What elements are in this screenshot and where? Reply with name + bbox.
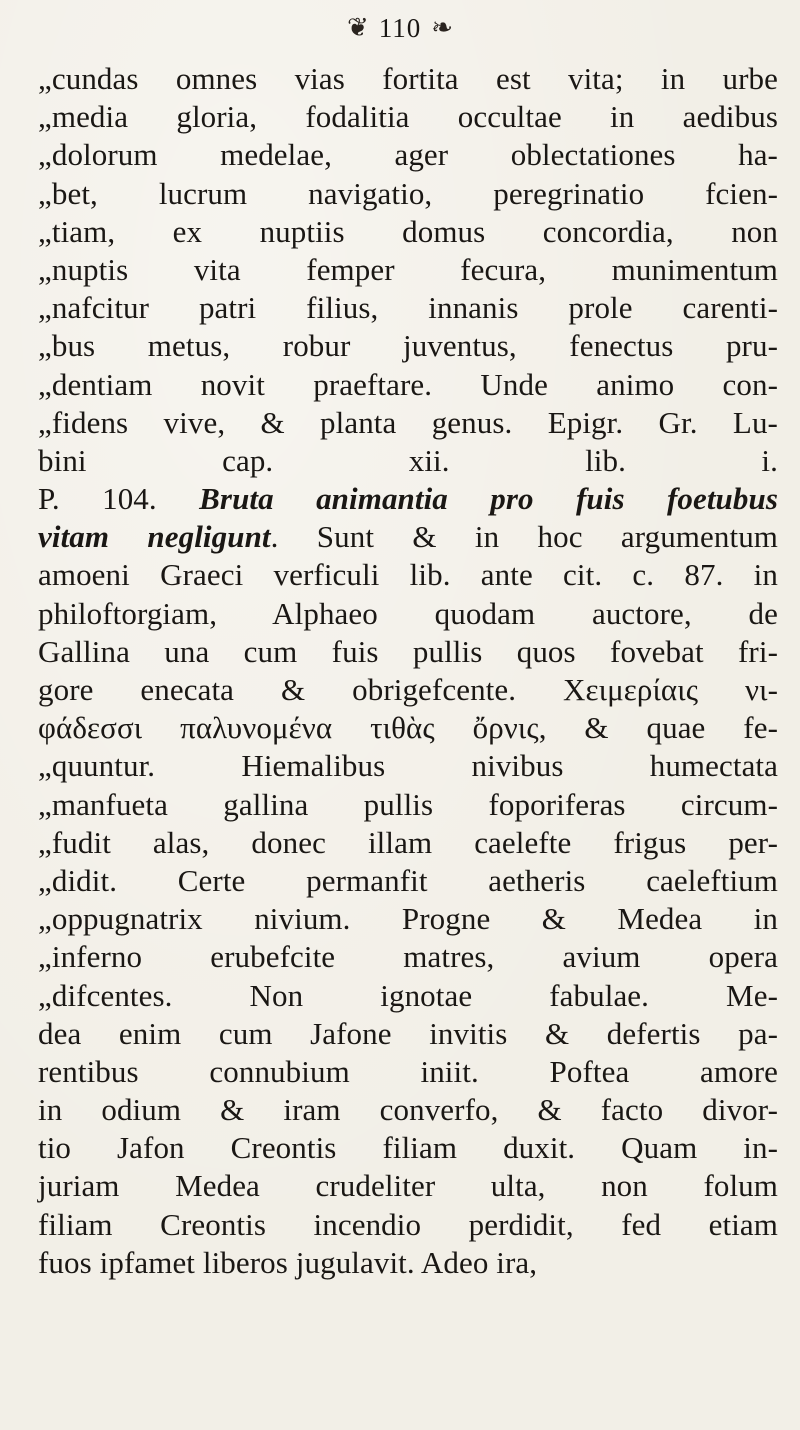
text-segment: filiam Creontis incendio perdidit, fed etiam xyxy=(38,1206,778,1242)
text-segment: dea enim cum Jafone invitis & defertis pa- xyxy=(38,1015,778,1051)
text-line xyxy=(38,366,778,404)
text-line xyxy=(38,1053,778,1091)
text-line xyxy=(38,404,778,442)
text-segment: φάδεσσι παλυνομένα τιθὰς ὄρνις, & quae fe- xyxy=(38,710,778,746)
text-segment: rentibus connubium iniit. Poftea amore xyxy=(38,1053,778,1089)
text-line xyxy=(38,747,778,785)
text-segment: gore enecata & obrigefcente. Χειμερίαις νι- xyxy=(38,672,778,707)
left-ornament-icon: ❦ xyxy=(346,13,369,43)
text-segment: „fidens vive, & planta genus. Epigr. Gr. Lu- xyxy=(38,404,778,440)
text-segment: „dolorum medelae, ager oblectationes ha- xyxy=(38,137,778,173)
text-line xyxy=(38,1091,778,1129)
text-segment: „bet, lucrum navigatio, peregrinatio fcien- xyxy=(38,175,778,211)
text-segment: Gallina una cum fuis pullis quos fovebat fri- xyxy=(38,633,778,669)
text-segment: bini cap. xii. lib. i. xyxy=(38,442,778,478)
text-line xyxy=(38,1129,778,1167)
body-text xyxy=(38,60,778,1282)
text-line xyxy=(38,595,778,633)
text-line xyxy=(38,1244,778,1282)
text-line xyxy=(38,98,778,136)
text-segment: „tiam, ex nuptiis domus concordia, non xyxy=(38,213,778,249)
text-segment: „manfueta gallina pullis foporiferas circum- xyxy=(38,786,778,822)
text-segment: „fudit alas, donec illam caelefte frigus per- xyxy=(38,824,778,860)
text-segment: fuos ipfamet liberos jugulavit. Adeo ira, xyxy=(38,1244,538,1280)
italic-phrase: vitam negligunt xyxy=(38,519,271,555)
text-segment: . Sunt & in hoc argumentum xyxy=(270,519,779,555)
text-line xyxy=(38,1015,778,1053)
text-segment: P. 104. xyxy=(38,481,200,517)
text-segment: tio Jafon Creontis filiam duxit. Quam in- xyxy=(38,1130,778,1166)
text-line xyxy=(38,786,778,824)
text-line xyxy=(38,213,778,251)
text-line xyxy=(38,671,778,709)
text-segment: „media gloria, fodalitia occultae in aedibus xyxy=(38,99,778,135)
text-segment: „dentiam novit praeftare. Unde animo con- xyxy=(38,366,778,402)
text-segment: „didit. Certe permanfit aetheris caeleftium xyxy=(38,862,778,898)
text-segment: „inferno erubefcite matres, avium opera xyxy=(38,939,778,975)
text-segment: „difcentes. Non ignotae fabulae. Me- xyxy=(38,977,778,1013)
text-line xyxy=(38,136,778,174)
text-line xyxy=(38,824,778,862)
text-segment: „cundas omnes vias fortita est vita; in urbe xyxy=(38,61,778,96)
text-segment: juriam Medea crudeliter ulta, non folum xyxy=(38,1168,778,1204)
text-segment: „quuntur. Hiemalibus nivibus humectata xyxy=(38,748,778,784)
text-line xyxy=(38,900,778,938)
text-line xyxy=(38,442,778,480)
text-segment: „oppugnatrix nivium. Progne & Medea in xyxy=(38,901,778,937)
text-segment: amoeni Graeci verficuli lib. ante cit. c. 87. in xyxy=(38,557,778,593)
text-segment: in odium & iram converfo, & facto divor- xyxy=(38,1092,778,1128)
text-line xyxy=(38,1206,778,1244)
text-line xyxy=(38,938,778,976)
text-segment: „nuptis vita femper fecura, munimentum xyxy=(38,251,778,287)
italic-phrase: Bruta animantia pro fuis foetubus xyxy=(199,481,779,517)
page-number: 110 xyxy=(378,12,422,43)
right-ornament-icon: ❧ xyxy=(431,13,454,43)
text-line xyxy=(38,633,778,671)
text-line xyxy=(38,556,778,594)
text-line xyxy=(38,518,778,556)
text-line xyxy=(38,480,778,518)
text-line xyxy=(38,289,778,327)
text-line xyxy=(38,175,778,213)
text-line xyxy=(38,327,778,365)
text-segment: „nafcitur patri filius, innanis prole carenti- xyxy=(38,290,778,326)
text-segment: philoftorgiam, Alphaeo quodam auctore, de xyxy=(38,595,778,631)
text-segment: „bus metus, robur juventus, fenectus pru- xyxy=(38,328,778,364)
text-line xyxy=(38,977,778,1015)
text-line xyxy=(38,251,778,289)
text-line xyxy=(38,862,778,900)
text-line xyxy=(38,709,778,747)
text-line xyxy=(38,1167,778,1205)
text-line xyxy=(38,60,778,98)
page-header xyxy=(0,8,800,48)
